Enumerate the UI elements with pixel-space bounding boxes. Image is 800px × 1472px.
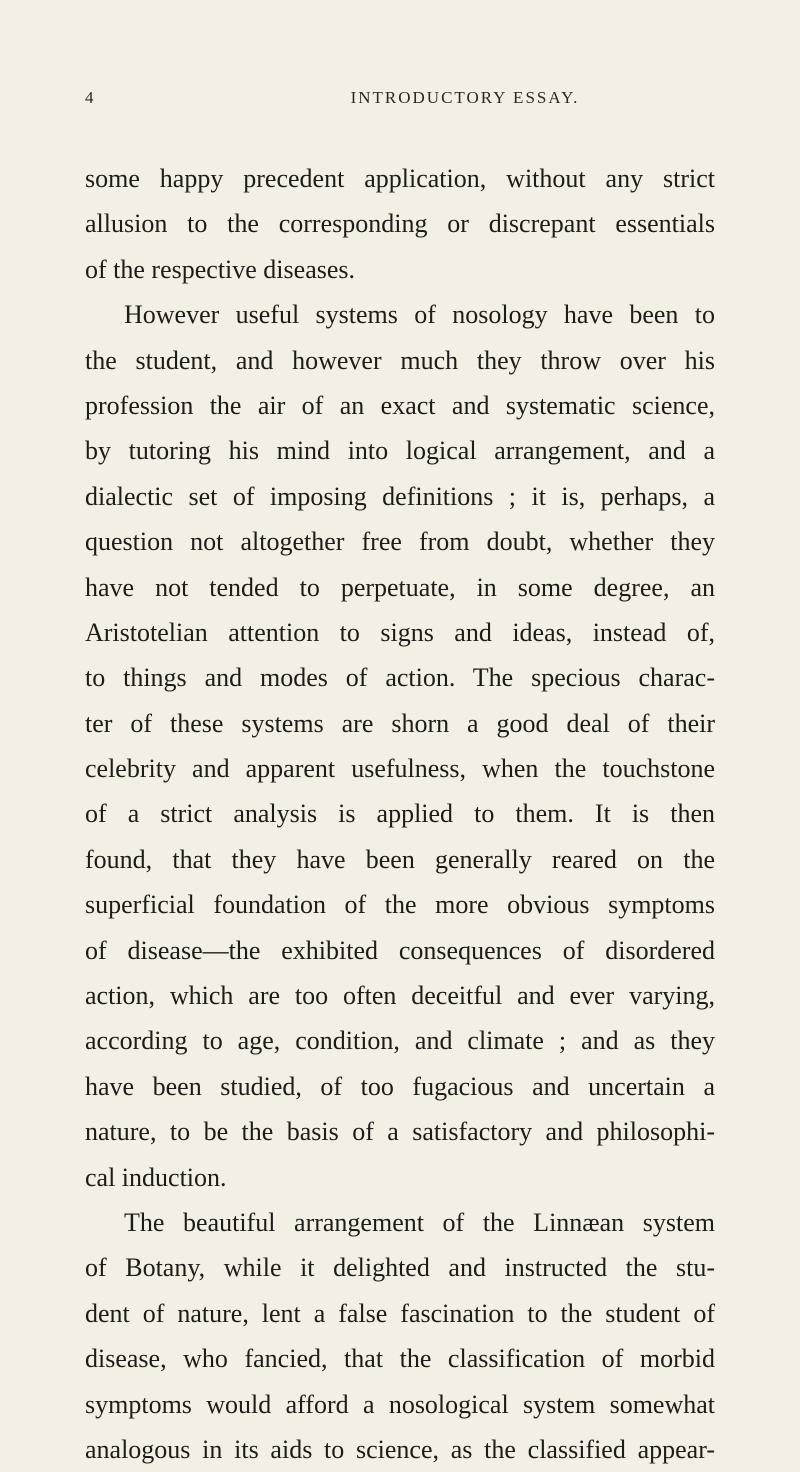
running-head: INTRODUCTORY ESSAY. <box>350 88 580 107</box>
text-line: question not altogether free from doubt, whether they <box>85 527 715 557</box>
text-line: disease, who fancied, that the classification of morbid <box>85 1344 715 1374</box>
page-number: 4 <box>85 88 96 107</box>
text-line: Aristotelian attention to signs and ideas, instead of, <box>85 617 715 647</box>
text-line: dent of nature, lent a false fascination to the student of <box>85 1298 715 1328</box>
text-line: ter of these systems are shorn a good deal of their <box>85 708 715 738</box>
text-line: analogous in its aids to science, as the classified appear- <box>85 1434 715 1464</box>
text-line: allusion to the corresponding or discrepant essentials <box>85 209 715 239</box>
text-line: profession the air of an exact and systematic science, <box>85 390 715 420</box>
text-line: dialectic set of imposing definitions ; it is, perhaps, a <box>85 481 715 511</box>
text-line: of a strict analysis is applied to them. It is then <box>85 799 715 829</box>
text-line: The beautiful arrangement of the Linnæan system <box>124 1207 715 1237</box>
text-line: nature, to be the basis of a satisfactory and philosophi- <box>85 1117 715 1147</box>
text-line: cal induction. <box>85 1162 227 1192</box>
text-line: found, that they have been generally reared on the <box>85 844 715 874</box>
text-line: have not tended to perpetuate, in some degree, an <box>85 572 715 602</box>
page-header <box>85 88 715 118</box>
text-line: of Botany, while it delighted and instructed the stu- <box>85 1253 715 1283</box>
body-text <box>85 156 715 1472</box>
text-line: of the respective diseases. <box>85 254 356 284</box>
text-line: some happy precedent application, without any strict <box>85 164 715 193</box>
text-line: by tutoring his mind into logical arrangement, and a <box>85 436 715 466</box>
text-line: celebrity and apparent usefulness, when the touchstone <box>85 754 715 784</box>
text-line: superficial foundation of the more obvious symptoms <box>85 890 715 920</box>
text-line: according to age, condition, and climate ; and as they <box>85 1026 715 1056</box>
text-line: action, which are too often deceitful and ever varying, <box>85 981 715 1011</box>
text-line: However useful systems of nosology have been to <box>124 300 715 330</box>
text-line: the student, and however much they throw over his <box>85 345 715 375</box>
text-line: of disease—the exhibited consequences of disordered <box>85 935 715 965</box>
text-line: have been studied, of too fugacious and uncertain a <box>85 1071 715 1101</box>
text-line: to things and modes of action. The specious charac- <box>85 663 715 693</box>
text-line: symptoms would afford a nosological system somewhat <box>85 1389 715 1419</box>
